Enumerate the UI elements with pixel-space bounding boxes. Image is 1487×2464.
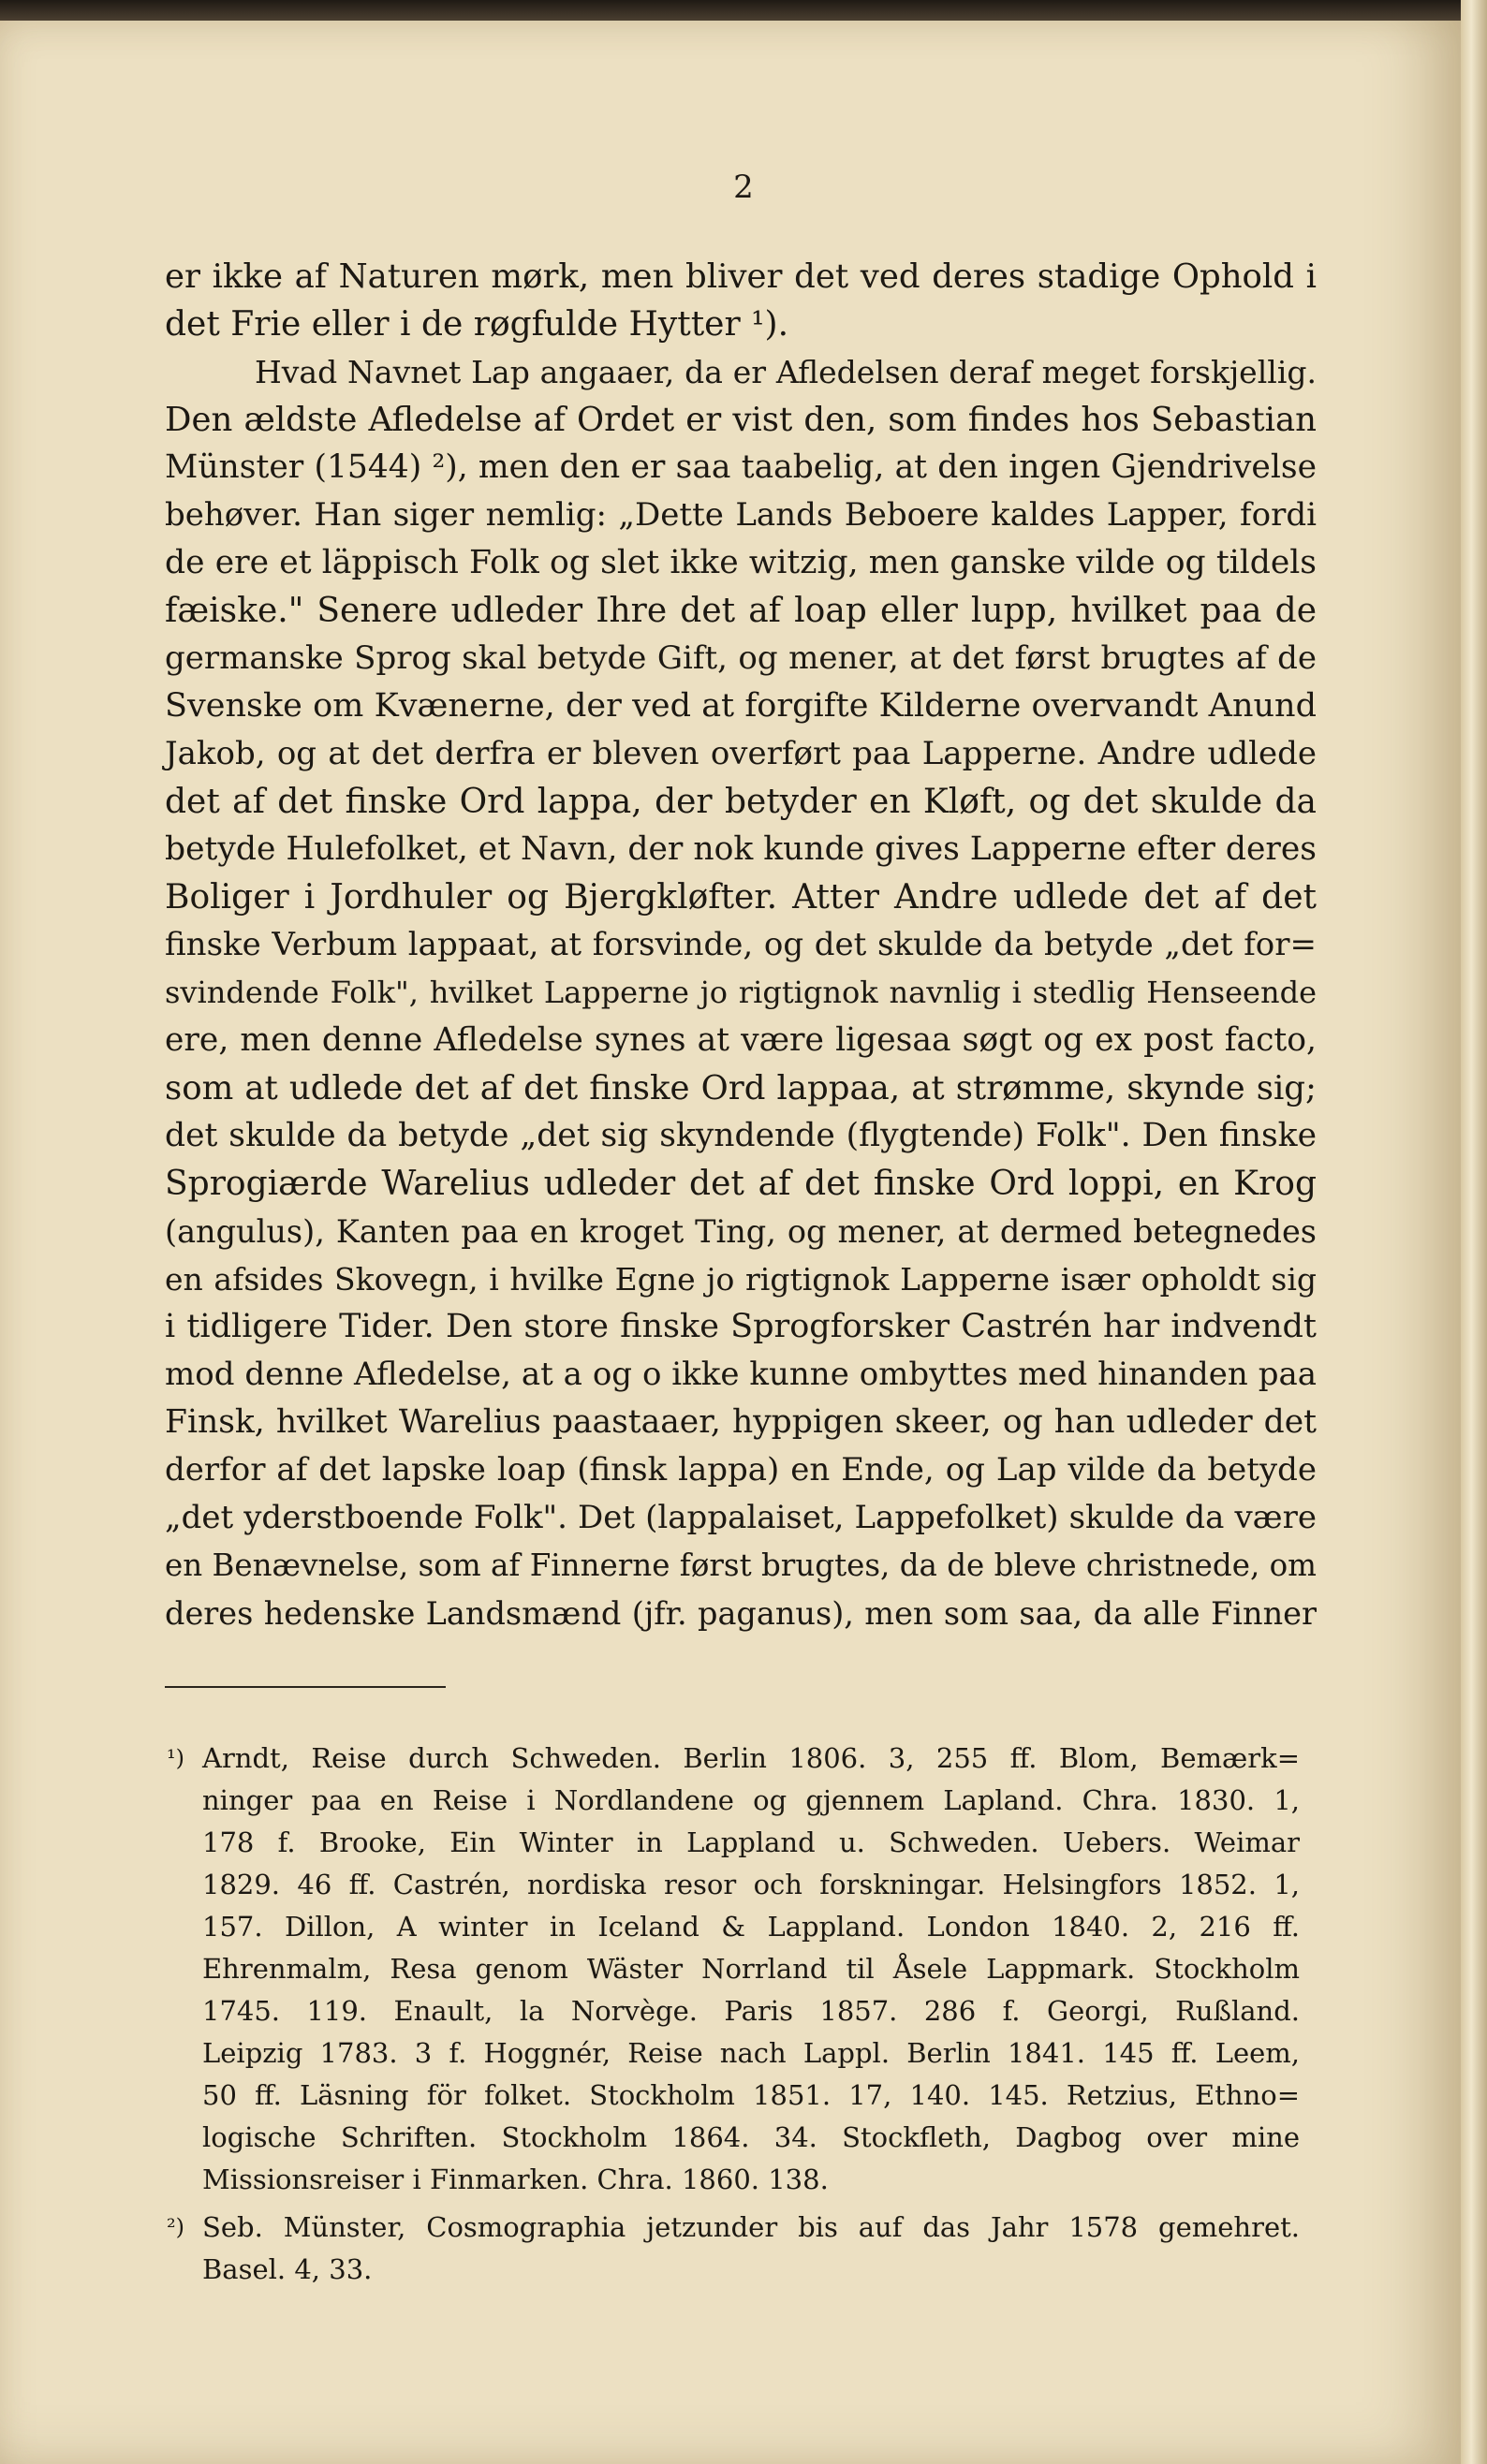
body-line: derfor af det lapske loap (finsk lappa) en Ende, og Lap vilde da betyde — [165, 1451, 1317, 1489]
footnote — [167, 1738, 1300, 2201]
footnote-line: Seb. Münster, Cosmographia jetzunder bis auf das Jahr 1578 gemehret. — [202, 2211, 1300, 2243]
body-line: det af det finske Ord lappa, der betyder en Kløft, og det skulde da — [165, 783, 1317, 821]
footnote-line: 178 f. Brooke, Ein Winter in Lappland u. Schweden. Uebers. Weimar — [202, 1826, 1300, 1858]
footnote-line: 157. Dillon, A winter in Iceland & Lappland. London 1840. 2, 216 ff. — [202, 1911, 1300, 1943]
body-line: Boliger i Jordhuler og Bjergkløfter. Atter Andre udlede det af det — [165, 878, 1317, 917]
body-line: ere, men denne Afledelse synes at være ligesaa søgt og ex post facto, — [165, 1021, 1317, 1059]
footnote-line: 1829. 46 ff. Castrén, nordiska resor och forskningar. Helsingfors 1852. 1, — [202, 1869, 1300, 1900]
body-line: Svenske om Kvænerne, der ved at forgifte Kilderne overvandt Anund — [165, 687, 1317, 725]
body-line: mod denne Afledelse, at a og o ikke kunne ombyttes med hinanden paa — [165, 1356, 1317, 1393]
page-right-edge — [1461, 0, 1487, 2464]
footnote-line: Missionsreiser i Finmarken. Chra. 1860. 138. — [202, 2163, 829, 2195]
body-line: en Benævnelse, som af Finnerne først brugtes, da de bleve christnede, om — [165, 1547, 1317, 1583]
body-line: behøver. Han siger nemlig: „Dette Lands Beboere kaldes Lapper, fordi — [165, 496, 1317, 534]
footnote — [167, 2207, 1300, 2291]
footnote-line: Arndt, Reise durch Schweden. Berlin 1806. 3, 255 ff. Blom, Bemærk= — [202, 1742, 1300, 1774]
body-line: „det yderstboende Folk". Det (lappalaiset, Lappefolket) skulde da være — [165, 1499, 1317, 1536]
body-text — [165, 253, 1317, 1637]
footnote-line: Basel. 4, 33. — [202, 2253, 373, 2285]
footnote-line: logische Schriften. Stockholm 1864. 34. Stockfleth, Dagbog over mine — [202, 2121, 1300, 2153]
page-top-edge — [0, 0, 1487, 21]
body-line: Den ældste Afledelse af Ordet er vist den, som findes hos Sebastian — [165, 401, 1317, 439]
body-line: det Frie eller i de røgfulde Hytter ¹). — [165, 305, 789, 344]
body-line: en afsides Skovegn, i hvilke Egne jo rigtignok Lapperne især opholdt sig — [165, 1261, 1317, 1298]
footnote-mark: ²) — [167, 2214, 184, 2240]
footnote-mark: ¹) — [167, 1745, 184, 1771]
body-line: Finsk, hvilket Warelius paastaaer, hyppigen skeer, og han udleder det — [165, 1403, 1317, 1441]
body-line: det skulde da betyde „det sig skyndende (flygtende) Folk". Den finske — [165, 1117, 1317, 1154]
body-line: svindende Folk", hvilket Lapperne jo rigtignok navnlig i stedlig Henseende — [165, 975, 1317, 1010]
footnote-divider — [165, 1686, 446, 1688]
footnote-line: 50 ff. Läsning för folket. Stockholm 1851. 17, 140. 145. Retzius, Ethno= — [202, 2079, 1300, 2111]
footnote-line: 1745. 119. Enault, la Norvège. Paris 1857. 286 f. Georgi, Rußland. — [202, 1995, 1300, 2027]
body-line: finske Verbum lappaat, at forsvinde, og det skulde da betyde „det for= — [165, 926, 1317, 963]
body-line: Sprogiærde Warelius udleder det af det finske Ord loppi, en Krog — [165, 1165, 1317, 1203]
footnote-line: Ehrenmalm, Resa genom Wäster Norrland til Åsele Lappmark. Stockholm — [202, 1953, 1300, 1985]
body-line: fæiske." Senere udleder Ihre det af loap eller lupp, hvilket paa de — [165, 592, 1317, 630]
body-line: (angulus), Kanten paa en kroget Ting, og mener, at dermed betegnedes — [165, 1213, 1317, 1250]
body-line: de ere et läppisch Folk og slet ikke witzig, men ganske vilde og tildels — [165, 544, 1317, 581]
body-line: i tidligere Tider. Den store finske Sprogforsker Castrén har indvendt — [165, 1308, 1317, 1345]
footnote-line: Leipzig 1783. 3 f. Hoggnér, Reise nach Lappl. Berlin 1841. 145 ff. Leem, — [202, 2037, 1300, 2069]
body-line: betyde Hulefolket, et Navn, der nok kunde gives Lapperne efter deres — [165, 830, 1317, 868]
body-line: som at udlede det af det finske Ord lappaa, at strømme, skynde sig; — [165, 1069, 1317, 1107]
page-number: 2 — [733, 169, 754, 206]
body-line: Münster (1544) ²), men den er saa taabelig, at den ingen Gjendrivelse — [165, 448, 1317, 486]
footnote-line: ninger paa en Reise i Nordlandene og gjennem Lapland. Chra. 1830. 1, — [202, 1784, 1300, 1816]
body-line: germanske Sprog skal betyde Gift, og mener, at det først brugtes af de — [165, 639, 1317, 677]
footnotes — [167, 1738, 1300, 2296]
body-line: er ikke af Naturen mørk, men bliver det ved deres stadige Ophold i — [165, 257, 1317, 296]
body-line: deres hedenske Landsmænd (jfr. paganus), men som saa, da alle Finner — [165, 1595, 1317, 1632]
body-line: Hvad Navnet Lap angaaer, da er Afledelsen deraf meget forskjellig. — [255, 354, 1317, 390]
body-line: Jakob, og at det derfra er bleven overført paa Lapperne. Andre udlede — [165, 735, 1317, 772]
